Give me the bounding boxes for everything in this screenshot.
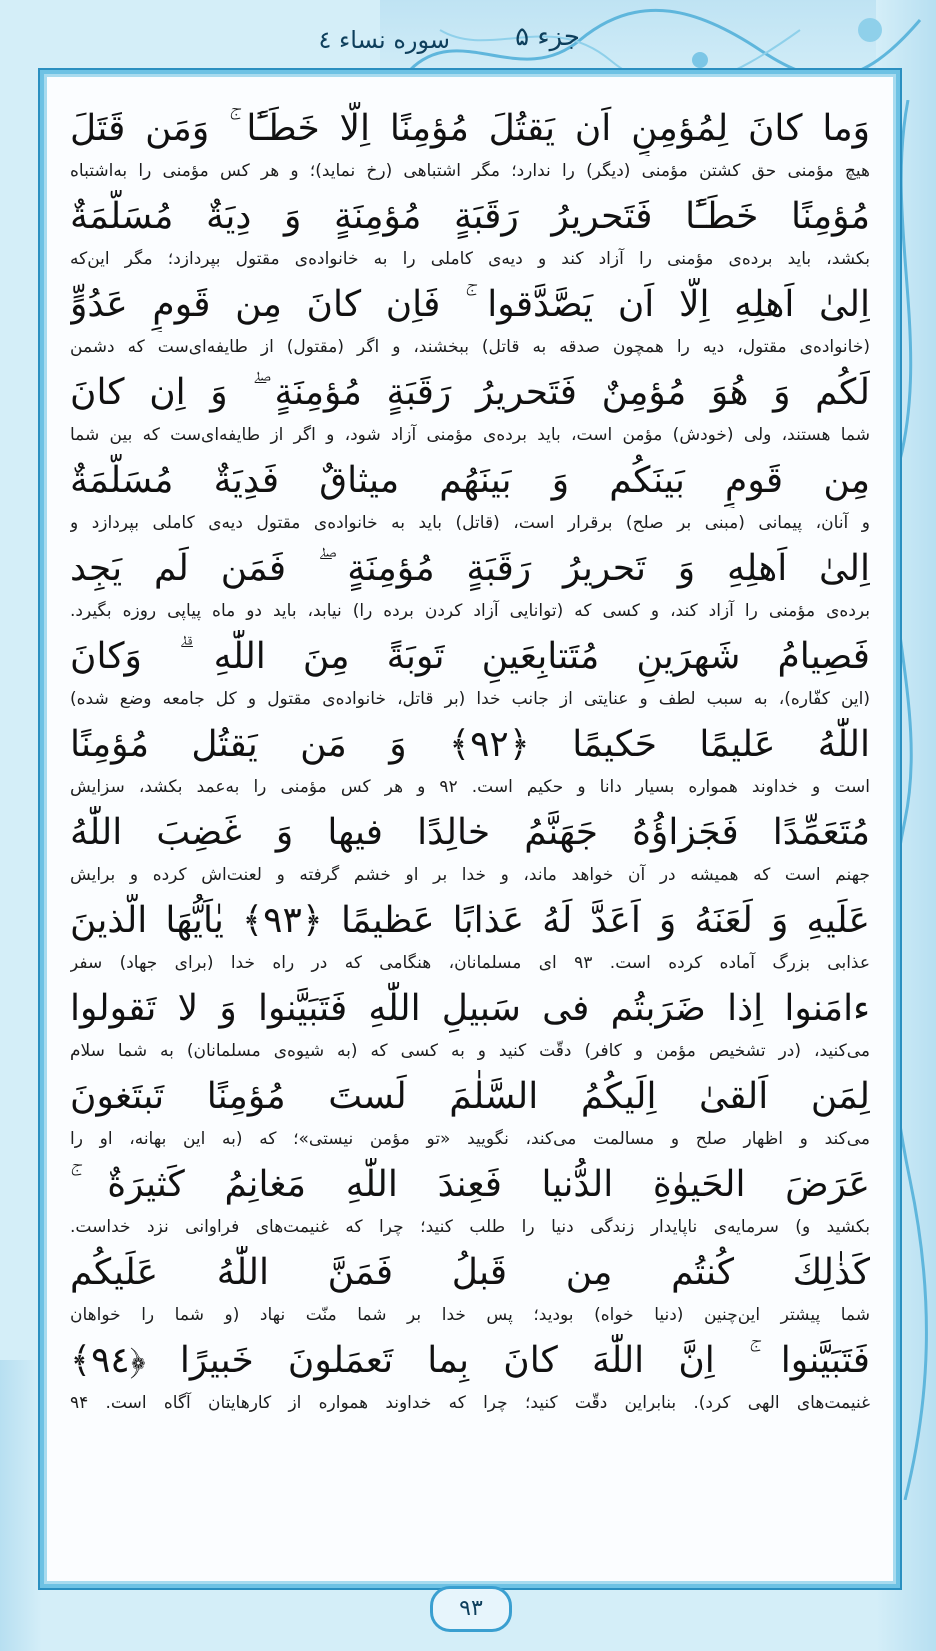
translation-line: شما پیشتر این‌چنین (دنیا خواه) بودید؛ پس خدا بر شما منّت نهاد (و شما را خواهان (70, 1305, 870, 1325)
arabic-line: مُؤمِنًا خَطَـًٔا فَتَحريرُ رَقَبَةٍ مُؤمِنَةٍ وَ دِيَةٌ مُسَلَّمَةٌ (70, 196, 870, 237)
translation-line: بکشد، باید برده‌ی مؤمنی را آزاد کند و دیه‌ی کاملی را به خانواده‌ی مقتول بپردازد؛ مگر این‌که (70, 249, 870, 269)
arabic-line: ءامَنوا اِذا ضَرَبتُم فى سَبيلِ اللّٰهِ فَتَبَيَّنوا وَ لا تَقولوا (70, 988, 870, 1029)
translation-line: (خانواده‌ی مقتول، دیه را همچون صدقه به قاتل) ببخشند، و اگر (مقتول) از طایفه‌ای‌ست که دشمن (70, 337, 870, 357)
arabic-line: مُتَعَمِّدًا فَجَزاؤُهُ جَهَنَّمُ خالِدًا فيها وَ غَضِبَ اللّٰهُ (70, 812, 870, 853)
translation-line: هیچ مؤمنی حق کشتن مؤمنی (دیگر) را ندارد؛ مگر اشتباهی (رخ نماید)؛ و هر کس مؤمنی را به‌اشتباه (70, 161, 870, 181)
arabic-line: اِلىٰ اَهلِهِ وَ تَحريرُ رَقَبَةٍ مُؤمِنَةٍ ۖ فَمَن لَم يَجِد (70, 548, 870, 589)
juz-label: جزء ۵ (515, 22, 580, 52)
arabic-line: اِلىٰ اَهلِهِ اِلّا اَن يَصَّدَّقوا ۚ فَاِن كانَ مِن قَومٍ عَدُوٍّ (70, 284, 870, 325)
translation-line: عذابی بزرگ آماده کرده است. ۹۳ ای مسلمانان، هنگامی که در راه خدا (برای جهاد) سفر (70, 953, 870, 973)
arabic-line: فَتَبَيَّنوا ۚ اِنَّ اللّٰهَ كانَ بِما تَعمَلونَ خَبيرًا ﴿٩٤﴾ (70, 1340, 870, 1381)
translation-line: است و خداوند همواره بسیار دانا و حکیم است. ۹۲ و هر کس مؤمنی را به‌عمد بکشد، سزایش (70, 777, 870, 797)
arabic-line: عَرَضَ الحَيوٰةِ الدُّنيا فَعِندَ اللّٰهِ مَغانِمُ كَثيرَةٌ ۚ (70, 1164, 870, 1205)
page-number-badge: ۹۳ (430, 1586, 512, 1632)
arabic-line: كَذٰلِكَ كُنتُم مِن قَبلُ فَمَنَّ اللّٰهُ عَلَيكُم (70, 1252, 870, 1293)
translation-line: (این کفّاره)، به سبب لطف و عنایتی از جانب خدا (بر قاتل، خانواده‌ی مقتول و کل جامعه وضع شده) (70, 689, 870, 709)
arabic-line: وَما كانَ لِمُؤمِنٍ اَن يَقتُلَ مُؤمِنًا اِلّا خَطَـًٔا ۚ وَمَن قَتَلَ (70, 108, 870, 149)
arabic-line: اللّٰهُ عَليمًا حَكيمًا ﴿٩٢﴾ وَ مَن يَقتُل مُؤمِنًا (70, 724, 870, 765)
page-header (240, 22, 580, 68)
translation-line: می‌کنید، (در تشخیص مؤمن و کافر) دقّت کنید و به کسی که (به شیوه‌ی مسلمانان) به شما سلام (70, 1041, 870, 1061)
arabic-line: مِن قَومٍ بَينَكُم وَ بَينَهُم ميثاقٌ فَدِيَةٌ مُسَلَّمَةٌ (70, 460, 870, 501)
bottom-left-floral-ornament (0, 1360, 42, 1651)
translation-line: شما هستند، ولی (خودش) مؤمن است، باید برده‌ی مؤمنی آزاد شود، و اگر از طایفه‌ای‌ست که بین شما (70, 425, 870, 445)
translation-line: و آنان، پیمانی (مبنی بر صلح) برقرار است، (قاتل) باید به خانواده‌ی مقتول دیه‌ی کاملی بپردازد و (70, 513, 870, 533)
translation-line: می‌کند و اظهار صلح و مسالمت می‌کند، نگویید «تو مؤمن نیستی»؛ که (به این بهانه، او را (70, 1129, 870, 1149)
arabic-line: فَصِيامُ شَهرَينِ مُتَتابِعَينِ تَوبَةً مِنَ اللّٰهِ ۗ وَكانَ (70, 636, 870, 677)
surah-label: سوره نساء ٤ (318, 26, 450, 54)
translation-line: بکشید و) سرمایه‌ی ناپایدار زندگی دنیا را طلب کنید؛ چرا که غنیمت‌های فراوانی نزد خداست. (70, 1217, 870, 1237)
arabic-line: عَلَيهِ وَ لَعَنَهُ وَ اَعَدَّ لَهُ عَذابًا عَظيمًا ﴿٩٣﴾ يٰاَيُّهَا الَّذينَ (70, 900, 870, 941)
translation-line: جهنم است که همیشه در آن خواهد ماند، و خدا بر او خشم گرفته و لعنت‌اش کرده و برایش (70, 865, 870, 885)
translation-line: برده‌ی مؤمنی را آزاد کند، و کسی که (توانایی آزاد کردن برده را) نیابد، باید دو ماه پیاپی روزه بگیرد. (70, 601, 870, 621)
quran-text-block (70, 102, 870, 1422)
arabic-line: لَكُم وَ هُوَ مُؤمِنٌ فَتَحريرُ رَقَبَةٍ مُؤمِنَةٍ ۖ وَ اِن كانَ (70, 372, 870, 413)
translation-line: غنیمت‌های الهی کرد). بنابراین دقّت کنید؛ چرا که خداوند همواره از کارهایتان آگاه است. ۹۴ (70, 1393, 870, 1413)
arabic-line: لِمَن اَلقىٰ اِلَيكُمُ السَّلٰمَ لَستَ مُؤمِنًا تَبتَغونَ (70, 1076, 870, 1117)
